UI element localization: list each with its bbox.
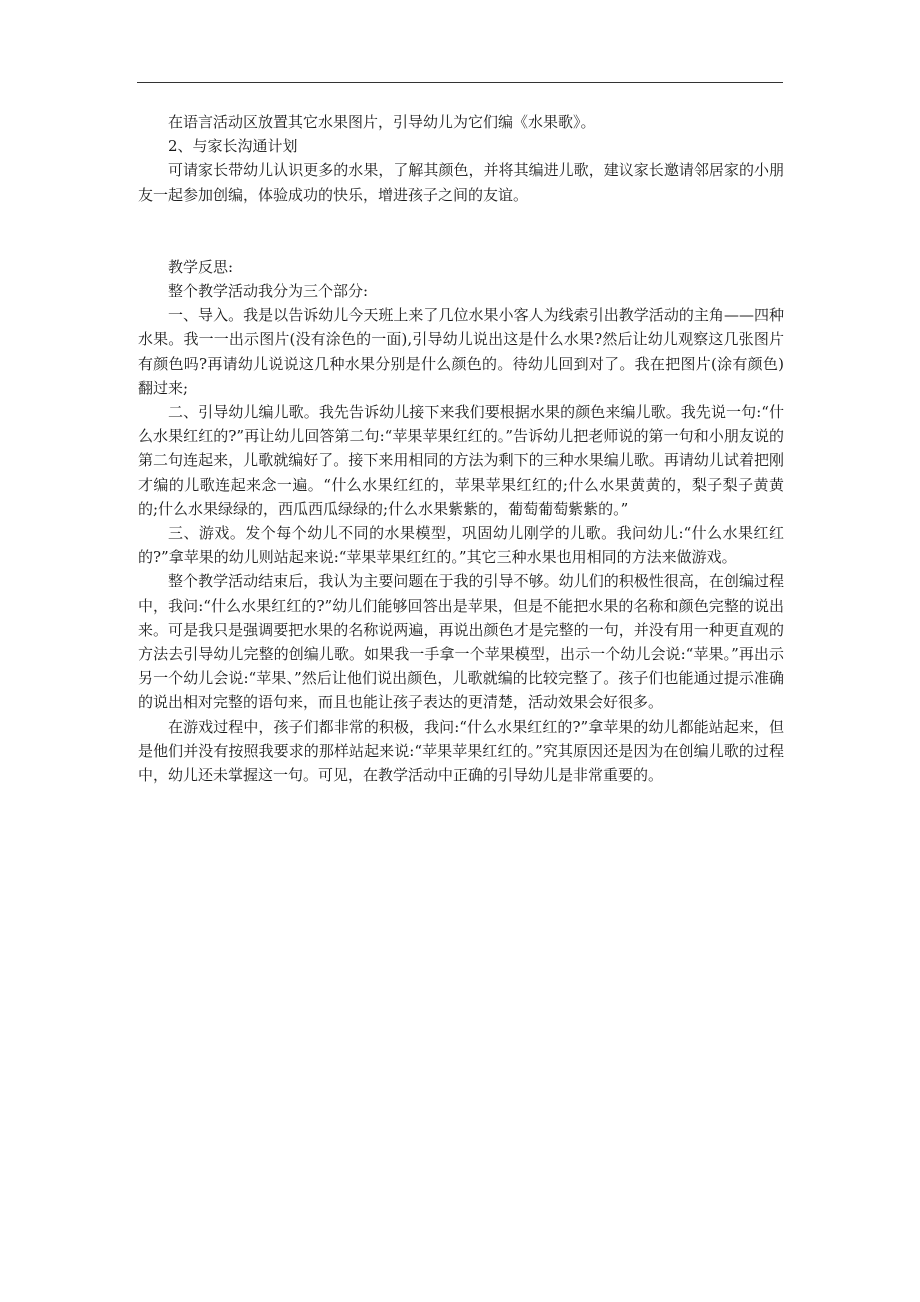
reflection-paragraph: 二、引导幼儿编儿歌。我先告诉幼儿接下来我们要根据水果的颜色来编儿歌。我先说一句:“什么水果红红的?”再让幼儿回答第二句:“苹果苹果红红的。”告诉幼儿把老师说的第一句和小朋友说的第二句连起来，儿歌就编好了。接下来用相同的方法为剩下的三种水果编儿歌。再请幼儿试着把刚才编的儿歌连起来念一遍。“什么水果红红的，苹果苹果红红的;什么水果黄黄的，梨子梨子黄黄的;什么水果绿绿的，西瓜西瓜绿绿的;什么水果紫紫的，葡萄葡萄紫紫的。” — [138, 403, 784, 518]
reflection-paragraph: 三、游戏。发个每个幼儿不同的水果模型，巩固幼儿刚学的儿歌。我问幼儿:“什么水果红红的?”拿苹果的幼儿则站起来说:“苹果苹果红红的。”其它三种水果也用相同的方法来做游戏。 — [138, 524, 784, 567]
header-rule — [137, 82, 783, 83]
paragraph-activity-area: 在语言活动区放置其它水果图片，引导幼儿为它们编《水果歌》。 — [168, 113, 596, 131]
reflection-paragraph: 整个教学活动结束后，我认为主要问题在于我的引导不够。幼儿们的积极性很高，在创编过程中，我问:“什么水果红红的?”幼儿们能够回答出是苹果，但是不能把水果的名称和颜色完整的说出来。可是我只是强调要把水果的名称说两遍，再说出颜色才是完整的一句，并没有用一种更直观的方法去引导幼儿完整的创编儿歌。如果我一手拿一个苹果模型，出示一个幼儿会说:“苹果。”再出示另一个幼儿会说:“苹果、”然后让他们说出颜色，儿歌就编的比较完整了。孩子们也能通过提示准确的说出相对完整的语句来，而且也能让孩子表达的更清楚，活动效果会好很多。 — [138, 572, 784, 712]
section-spacer — [138, 207, 784, 255]
paragraph-parent-plan: 可请家长带幼儿认识更多的水果，了解其颜色，并将其编进儿歌，建议家长邀请邻居家的小朋友一起参加创编，体验成功的快乐，增进孩子之间的友谊。 — [138, 161, 784, 204]
section-heading-parent-communication: 2、与家长沟通计划 — [168, 137, 298, 156]
reflection-paragraph: 在游戏过程中，孩子们都非常的积极，我问:“什么水果红红的?”拿苹果的幼儿都能站起来，但是他们并没有按照我要求的那样站起来说:“苹果苹果红红的。”究其原因还是因为在创编儿歌的过程中，幼儿还未掌握这一句。可见，在教学活动中正确的引导幼儿是非常重要的。 — [138, 717, 784, 785]
reflection-title: 教学反思: — [168, 257, 234, 276]
document-body — [138, 110, 784, 787]
reflection-paragraph: 整个教学活动我分为三个部分: — [168, 282, 369, 301]
reflection-paragraph: 一、导入。我是以告诉幼儿今天班上来了几位水果小客人为线索引出教学活动的主角——四种水果。我一一出示图片(没有涂色的一面),引导幼儿说出这是什么水果?然后让幼儿观察这几张图片有颜色吗?再请幼儿说说这几种水果分别是什么颜色的。待幼儿回到对了。我在把图片(涂有颜色)翻过来; — [138, 306, 784, 397]
